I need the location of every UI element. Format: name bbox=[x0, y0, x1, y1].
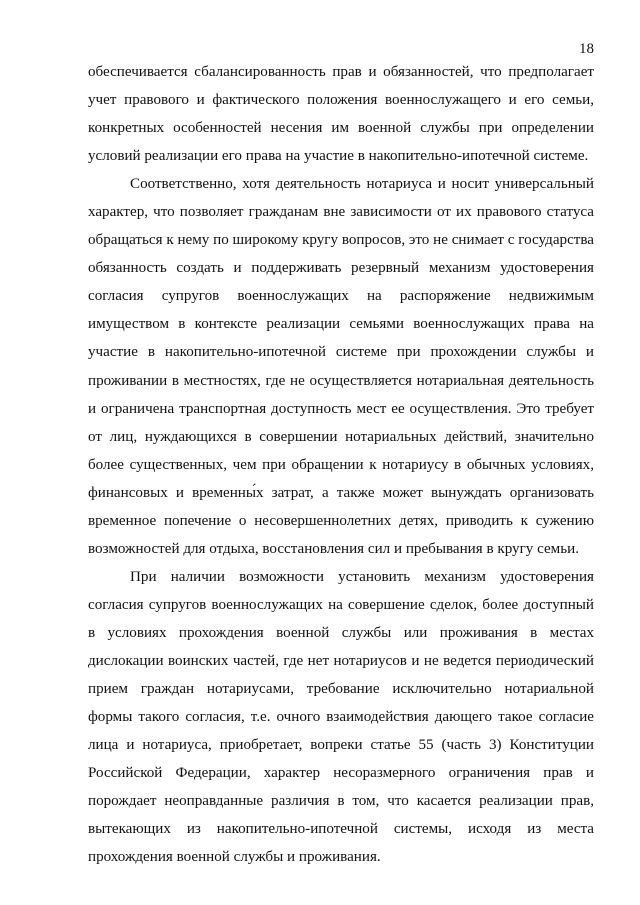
document-body bbox=[88, 58, 594, 871]
paragraph-continuation: обеспечивается сбалансированность прав и обязанностей, что предполагает учет правового и фактического положения военнослужащего и его семьи, конкретных особенностей несения им военной службы при определении условий реализации его права на участие в накопительно-ипотечной системе. bbox=[88, 64, 594, 165]
paragraph: При наличии возможности установить механизм удостоверения согласия супругов военнослужащих на совершение сделок, более доступный в условиях прохождения военной службы или проживания в местах дислокации воинских частей, где нет нотариусов и не ведется периодический прием граждан нотариусами, требование исключительно нотариальной формы такого согласия, т.е. очного взаимодействия дающего такое согласие лица и нотариуса, приобретает, вопреки статье 55 (часть 3) Конституции Российской Федерации, характер несоразмерного ограничения прав и порождает неоправданные различия в том, что касается реализации прав, вытекающих из накопительно-ипотечной системы, исходя из места прохождения военной службы и проживания. bbox=[88, 568, 594, 866]
page-number: 18 bbox=[579, 41, 594, 57]
paragraph: Соответственно, хотя деятельность нотариуса и носит универсальный характер, что позволяет гражданам вне зависимости от их правового статуса обращаться к нему по широкому кругу вопросов, это не снимает с государства обязанность создать и поддерживать резервный механизм удостоверения согласия супругов военнослужащих на распоряжение недвижимым имуществом в контексте реализации семьями военнослужащих права на участие в накопительно-ипотечной системе при прохождении службы и проживании в местностях, где не осуществляется нотариальная деятельность и ограничена транспортная доступность мест ее осуществления. Это требует от лиц, нуждающихся в совершении нотариальных действий, значительно более существенных, чем при обращении к нотариусу в обычных условиях, финансовых и временны́х затрат, а также может вынуждать организовать временное попечение о несовершеннолетних детях, приводить к сужению возможностей для отдыха, восстановления сил и пребывания в кругу семьи. bbox=[88, 176, 594, 557]
